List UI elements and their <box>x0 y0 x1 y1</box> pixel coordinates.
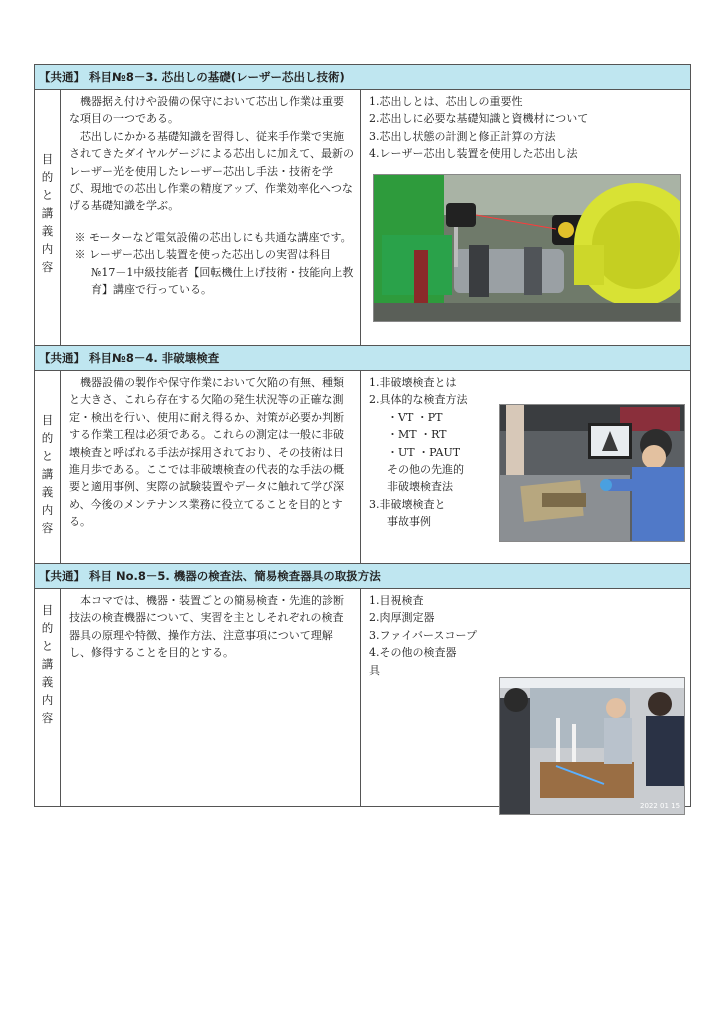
description-cell <box>61 90 361 346</box>
description-paragraph: 本コマでは、機器・装置ごとの簡易検査・先進的診断技法の検査機器について、実習を主としそれぞれの検査器具の原理や特徴、操作方法、注意事項について理解し、修得することを目的とする。 <box>69 594 344 660</box>
purpose-label-cell <box>35 371 61 564</box>
laser-alignment-photo <box>373 174 681 322</box>
section-header: 【共通】 科目№8－3. 芯出しの基礎(レーザー芯出し技術) <box>35 65 691 90</box>
purpose-label-cell <box>35 589 61 807</box>
topic-item: 事故事例 <box>387 515 431 529</box>
description-paragraph: 機器設備の製作や保守作業において欠陥の有無、種類と大きさ、これら存在する欠陥の発生状況等の正確な測定・検出を行い、使用に耐え得るか、対策が必要か判断する作業工程は必須である。これらの測定は一般に非破壊検査と呼ばれる手法が採用されており、その技術は日進月歩である。ここでは非破壊検査の代表的な手法の概要と適用事例、実際の試験装置やデータに触れて学び深め、今後のメンテナンス業務に役立てることを目的とする。 <box>69 376 344 529</box>
topic-item: ・VT ・PT <box>387 410 443 424</box>
course-sheet <box>34 64 690 810</box>
topic-item: 2.肉厚測定器 <box>369 611 435 625</box>
topics-cell <box>361 371 691 564</box>
ndt-lab-image <box>500 405 684 541</box>
purpose-label-cell <box>35 90 61 346</box>
section-header-row <box>35 346 691 371</box>
topic-item: 1.非破壊検査とは <box>369 376 457 389</box>
section-body-row <box>35 90 691 346</box>
topic-item: 3.ファイバースコープ <box>369 628 477 642</box>
ndt-lab-photo <box>499 404 685 542</box>
section-body-row <box>35 371 691 564</box>
topic-item: その他の先進的 <box>387 463 464 477</box>
purpose-label: 目的と講義内容 <box>41 603 54 725</box>
topic-item: 4.レーザー芯出し装置を使用した芯出し法 <box>369 147 578 161</box>
photo-date-stamp: 2022 01 15 <box>640 802 681 810</box>
description-paragraph: 芯出しにかかる基礎知識を習得し、従来手作業で実施されてきたダイヤルゲージによる芯出しに加えて、最新のレーザー光を使用したレーザー芯出し手法・技術を学び、現地での芯出し作業の精度アップ、作業効率化へつなげる基礎知識を学ぶ。 <box>69 129 355 213</box>
purpose-label: 目的と講義内容 <box>41 152 54 274</box>
topics-cell <box>361 90 691 346</box>
section-header: 【共通】 科目 No.8－5. 機器の検査法、簡易検査器具の取扱方法 <box>35 564 691 589</box>
topic-item: ・UT ・PAUT <box>387 445 461 459</box>
description-paragraph: 機器据え付けや設備の保守において芯出し作業は重要な項目の一つである。 <box>69 95 344 126</box>
topic-item: 具 <box>369 663 380 677</box>
purpose-label: 目的と講義内容 <box>41 413 54 535</box>
section-header: 【共通】 科目№8－4. 非破壊検査 <box>35 346 691 371</box>
course-table <box>34 64 691 810</box>
topic-item: 1.芯出しとは、芯出しの重要性 <box>369 95 523 108</box>
section-body-row <box>35 589 691 807</box>
section-header-row <box>35 65 691 90</box>
topic-item: 1.目視検査 <box>369 594 424 607</box>
topic-item: ・MT ・RT <box>387 428 447 442</box>
note-text: ※ レーザー芯出し装置を使った芯出しの実習は科目№17－1中級技能者【回転機仕上げ技術・技能向上教育】講座で行っている。 <box>74 248 354 297</box>
inspection-training-image <box>500 678 684 814</box>
topic-item: 3.芯出し状態の計測と修正計算の方法 <box>369 129 556 143</box>
topic-item: 2.具体的な検査方法 <box>369 393 468 407</box>
laser-alignment-image <box>374 175 680 321</box>
note-text: ※ モーターなど電気設備の芯出しにも共通な講座です。 <box>74 230 352 244</box>
topics-cell <box>361 589 691 810</box>
description-cell <box>61 589 361 807</box>
section-header-row <box>35 564 691 589</box>
topic-item: 4.その他の検査器 <box>369 646 457 660</box>
topic-item: 3.非破壊検査と <box>369 497 446 511</box>
topic-item: 2.芯出しに必要な基礎知識と資機材について <box>369 112 589 126</box>
inspection-training-photo <box>499 677 685 815</box>
description-cell <box>61 371 361 564</box>
topic-item: 非破壊検査法 <box>387 480 453 494</box>
